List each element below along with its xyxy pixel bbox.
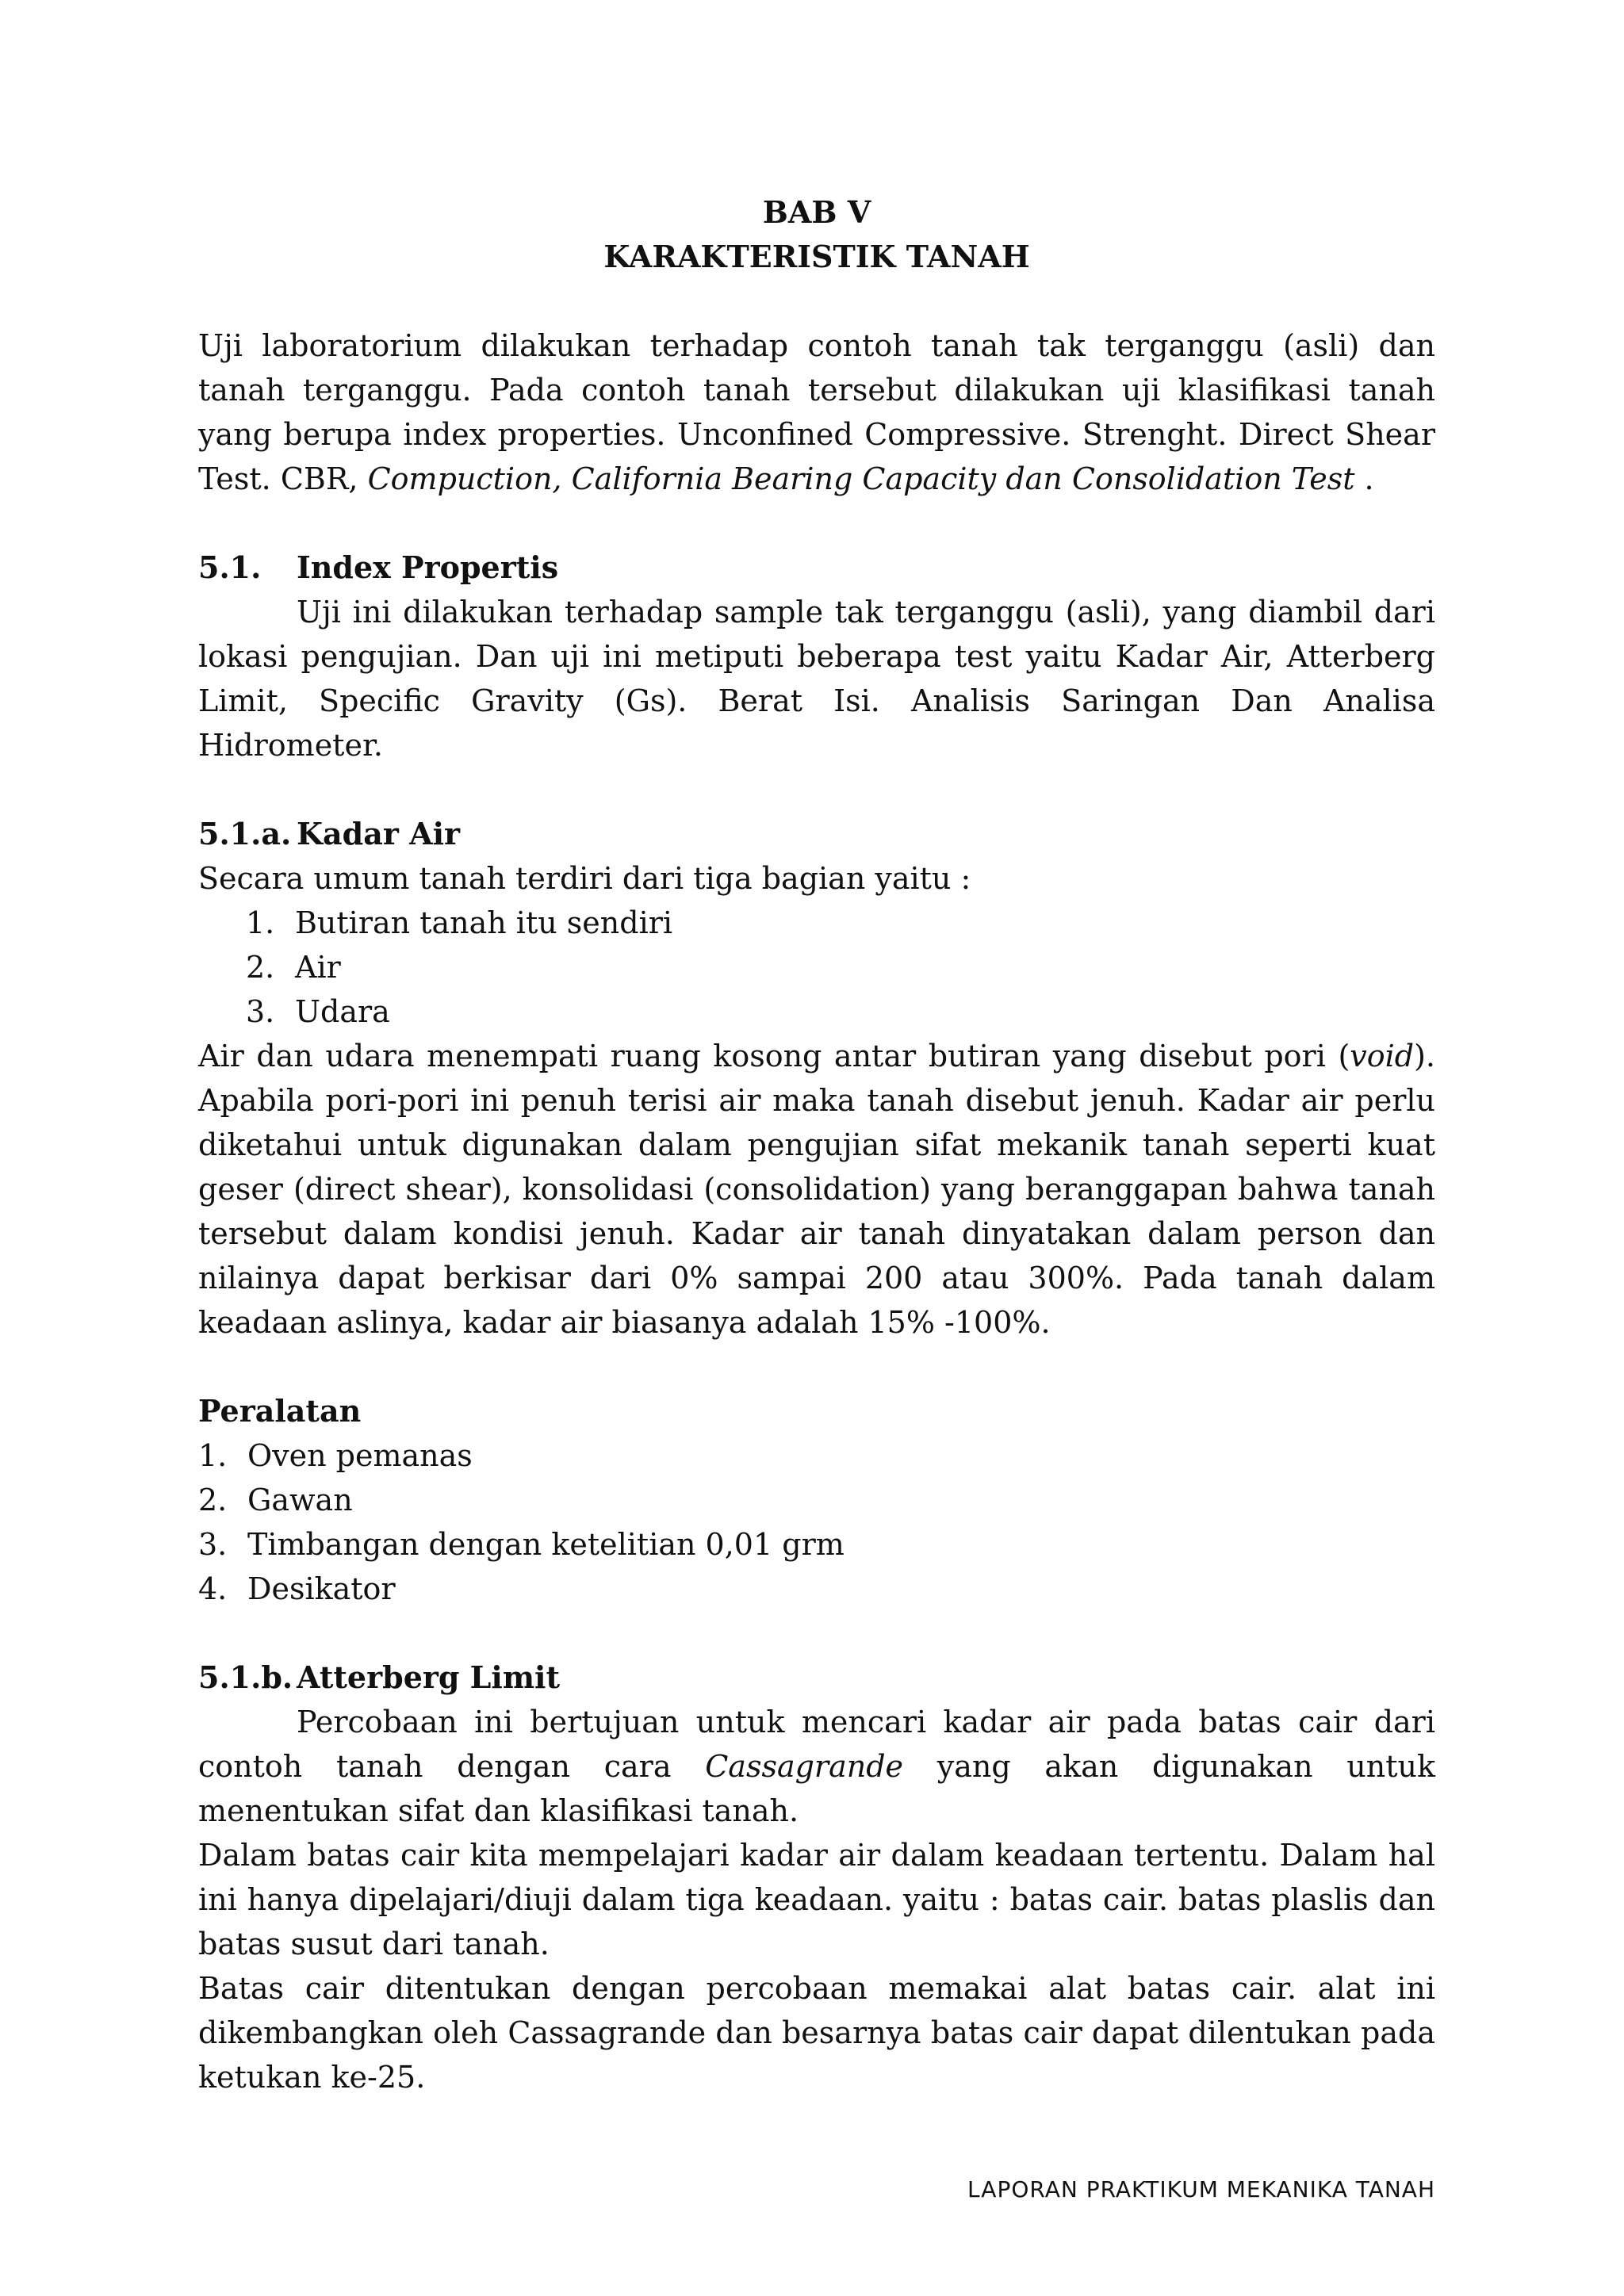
- section-heading-5-1-a: [198, 812, 1435, 856]
- equipment-list: [198, 1433, 1435, 1611]
- chapter-number: BAB V: [762, 194, 871, 230]
- intro-end: .: [1354, 461, 1374, 496]
- kadar-air-italic: void: [1350, 1039, 1415, 1073]
- spacer: [198, 1345, 1435, 1389]
- list-item: [198, 989, 1435, 1034]
- atterberg-italic: Cassagrande: [705, 1749, 904, 1784]
- atterberg-text-before: Percobaan ini bertujuan untuk mencari kadar air pada batas cair dari contoh tanah dengan cara: [198, 1705, 1435, 1784]
- section-title: Kadar Air: [297, 816, 461, 851]
- section-heading-5-1: [198, 545, 1435, 590]
- list-number: 1.: [246, 905, 275, 940]
- list-number: 4.: [198, 1571, 228, 1606]
- section-title: Atterberg Limit: [297, 1659, 561, 1695]
- intro-italic: Compuction, California Bearing Capacity dan Consolidation Test: [367, 461, 1355, 496]
- section-number: 5.1.a.: [198, 816, 292, 851]
- section-number: 5.1.: [198, 549, 262, 585]
- list-label: Udara: [295, 994, 390, 1029]
- list-item: [198, 901, 1435, 945]
- intro-text: Uji laboratorium dilakukan terhadap contoh tanah tak terganggu (asli) dan tanah terganggu. Pada contoh tanah tersebut dilakukan uji klasifikasi tanah yang berupa index properties. Unconfined Compressive. Strenght. Direct Shear Test. CBR,: [198, 328, 1435, 496]
- list-number: 1.: [198, 1438, 228, 1473]
- list-number: 2.: [246, 950, 275, 985]
- section-title: Index Propertis: [297, 549, 559, 585]
- list-item: [198, 1478, 1435, 1522]
- atterberg-paragraph-3: Batas cair ditentukan dengan percobaan memakai alat batas cair. alat ini dikembangkan oleh Cassagrande dan besarnya batas cair dapat dilentukan pada ketukan ke-25.: [198, 1971, 1435, 2095]
- list-label: Butiran tanah itu sendiri: [295, 905, 673, 940]
- list-item: [198, 1567, 1435, 1611]
- list-label: Oven pemanas: [247, 1438, 473, 1473]
- section-5-1-paragraph: Uji ini dilakukan terhadap sample tak terganggu (asli), yang diambil dari lokasi pengujian. Dan uji ini metiputi beberapa test yaitu Kadar Air, Atterberg Limit, Specific Gravity (Gs). Berat Isi. Analisis Saringan Dan Analisa Hidrometer.: [198, 595, 1435, 763]
- chapter-title: KARAKTERISTIK TANAH: [603, 239, 1030, 274]
- intro-paragraph: [198, 323, 1435, 501]
- atterberg-text-after: yang akan digunakan untuk menentukan sifat dan klasifikasi tanah.: [198, 1749, 1435, 1828]
- list-number: 3.: [246, 994, 275, 1029]
- section-title: Peralatan: [198, 1393, 362, 1429]
- list-number: 3.: [198, 1527, 228, 1562]
- list-label: Air: [295, 950, 341, 985]
- spacer: [198, 1611, 1435, 1655]
- spacer: [198, 767, 1435, 812]
- kadar-air-text-before: Air dan udara menempati ruang kosong antar butiran yang disebut pori (: [198, 1039, 1350, 1073]
- soil-parts-list: [198, 901, 1435, 1034]
- spacer: [198, 279, 1435, 323]
- document-page: [198, 190, 1435, 2099]
- list-label: Desikator: [247, 1571, 396, 1606]
- kadar-air-paragraph: [198, 1034, 1435, 1345]
- kadar-air-text-after: ). Apabila pori-pori ini penuh terisi air maka tanah disebut jenuh. Kadar air perlu diketahui untuk digunakan dalam pengujian sifat mekanik tanah seperti kuat geser (direct shear), konsolidasi (consolidation) yang beranggapan bahwa tanah tersebut dalam kondisi jenuh. Kadar air tanah dinyatakan dalam person dan nilainya dapat berkisar dari 0% sampai 200 atau 300%. Pada tanah dalam keadaan aslinya, kadar air biasanya adalah 15% -100%.: [198, 1039, 1435, 1340]
- peralatan-heading: [198, 1389, 1435, 1433]
- list-item: [198, 945, 1435, 989]
- list-item: [198, 1522, 1435, 1567]
- atterberg-paragraph-2: Dalam batas cair kita mempelajari kadar air dalam keadaan tertentu. Dalam hal ini hanya dipelajari/diuji dalam tiga keadaan. yaitu : batas cair. batas plaslis dan batas susut dari tanah.: [198, 1838, 1435, 1961]
- page-footer: LAPORAN PRAKTIKUM MEKANIKA TANAH: [967, 2176, 1435, 2202]
- list-item: [198, 1433, 1435, 1478]
- list-label: Timbangan dengan ketelitian 0,01 grm: [247, 1527, 845, 1562]
- list-label: Gawan: [247, 1483, 353, 1517]
- spacer: [198, 501, 1435, 545]
- kadar-air-lead: Secara umum tanah terdiri dari tiga bagian yaitu :: [198, 861, 971, 896]
- list-number: 2.: [198, 1483, 228, 1517]
- section-number: 5.1.b.: [198, 1659, 293, 1695]
- atterberg-paragraph-1: [198, 1700, 1435, 1833]
- section-heading-5-1-b: [198, 1655, 1435, 1700]
